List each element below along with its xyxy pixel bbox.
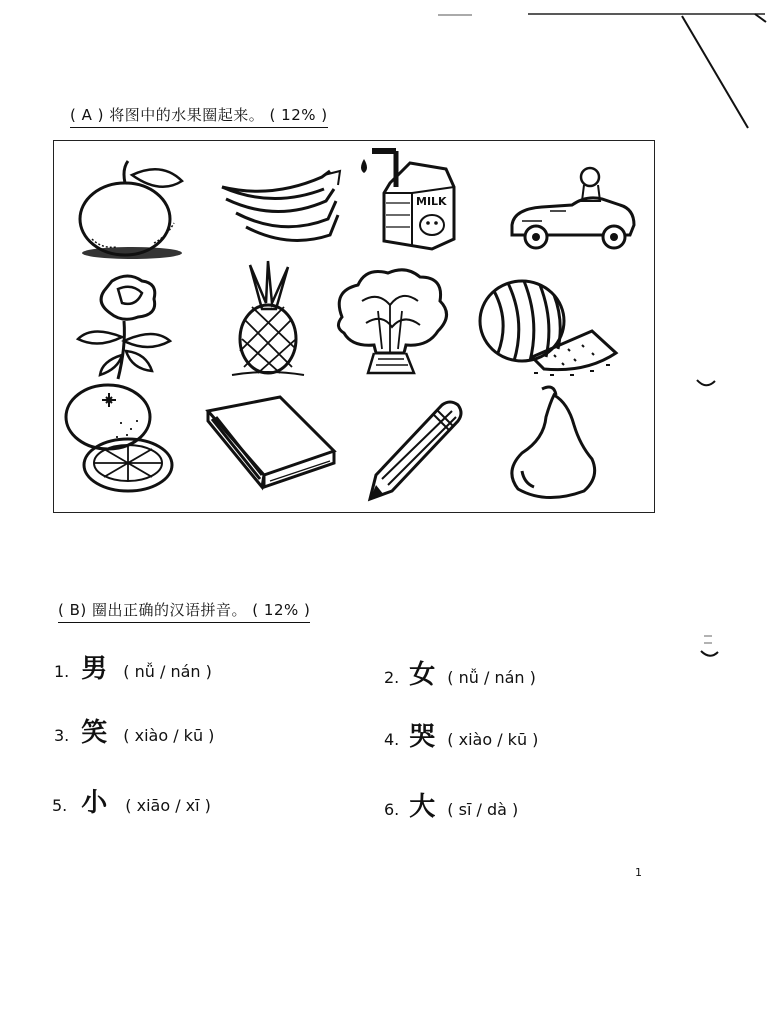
scan-mark-right-1 [695, 376, 717, 390]
pinyin-options[interactable]: ( sī / dà ) [447, 800, 519, 819]
rose-icon [62, 267, 212, 391]
question-3 [54, 712, 214, 749]
picture-grid [53, 140, 655, 513]
pear-picture[interactable] [494, 381, 644, 505]
orange-icon [60, 383, 210, 507]
pinyin-options[interactable]: ( nǚ / nán ) [447, 668, 536, 687]
scan-mark-right-2 [698, 632, 720, 662]
pinyin-options[interactable]: ( nǚ / nán ) [123, 662, 212, 681]
pineapple-icon [192, 259, 342, 383]
question-number: 3. [54, 726, 70, 745]
bananas-icon [212, 149, 362, 273]
pencil-picture[interactable] [354, 391, 504, 515]
section-a-title: ( A ) 将图中的水果圈起来。 ( 12% ) [70, 104, 328, 128]
car-picture[interactable] [502, 155, 652, 279]
watermelon-picture[interactable] [474, 265, 624, 389]
hanzi-character: 女 [409, 660, 436, 690]
apple-icon [62, 149, 212, 273]
section-b-title: ( B) 圈出正确的汉语拼音。 ( 12% ) [58, 599, 310, 623]
pineapple-picture[interactable] [192, 259, 342, 383]
orange-picture[interactable] [60, 383, 210, 507]
hanzi-character: 哭 [409, 722, 436, 752]
question-number: 6. [384, 800, 400, 819]
hanzi-character: 男 [81, 654, 108, 684]
milk-carton-icon [354, 143, 504, 267]
question-2 [384, 654, 536, 691]
cabbage-icon [322, 261, 472, 385]
pinyin-options[interactable]: ( xiào / kū ) [123, 726, 215, 745]
hanzi-character: 小 [81, 788, 108, 818]
question-4 [384, 716, 538, 753]
book-icon [204, 391, 354, 515]
question-number: 4. [384, 730, 400, 749]
cabbage-picture[interactable] [322, 261, 472, 385]
question-5 [52, 782, 211, 819]
scan-marks [430, 0, 768, 140]
pear-icon [494, 381, 644, 505]
bananas-picture[interactable] [212, 149, 362, 273]
hanzi-character: 笑 [81, 718, 108, 748]
hanzi-character: 大 [409, 792, 436, 822]
page-number: 1 [635, 866, 642, 879]
pinyin-options[interactable]: ( xiāo / xī ) [125, 796, 211, 815]
milk-text: MILK [416, 195, 447, 208]
pinyin-options[interactable]: ( xiào / kū ) [447, 730, 539, 749]
question-1 [54, 648, 212, 685]
milk-carton-picture[interactable] [354, 143, 504, 267]
question-6 [384, 786, 518, 823]
question-number: 1. [54, 662, 70, 681]
question-number: 2. [384, 668, 400, 687]
question-number: 5. [52, 796, 68, 815]
apple-picture[interactable] [62, 149, 212, 273]
book-picture[interactable] [204, 391, 354, 515]
rose-picture[interactable] [62, 267, 212, 391]
car-icon [502, 155, 652, 279]
pencil-icon [354, 391, 504, 515]
watermelon-icon [474, 265, 624, 389]
